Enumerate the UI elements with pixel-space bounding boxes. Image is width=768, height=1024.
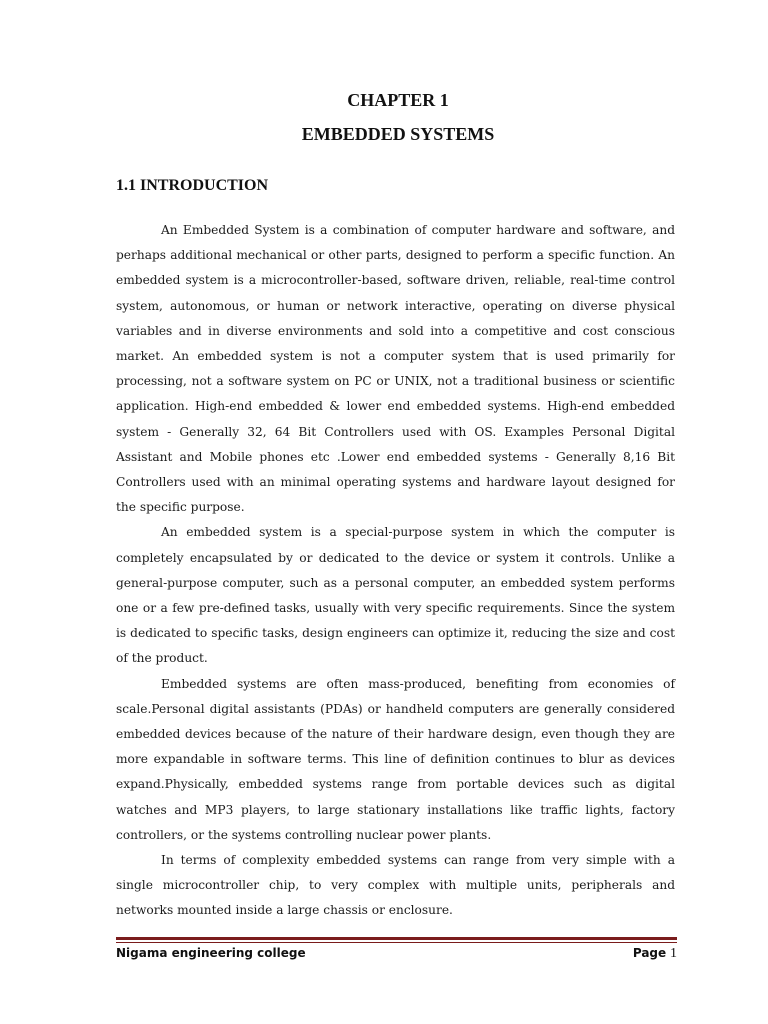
paragraph-1: An Embedded System is a combination of computer hardware and software, and perhaps additional mechanical or other parts, designed to perform a specific function. An embedded system is a microcontroller-based, software driven, reliable, real-time control system, autonomous, or human or network interactive, operating on diverse physical variables and in diverse environments and sold into a competitive and cost conscious market. An embedded system is not a computer system that is used primarily for processing, not a software system on PC or UNIX, not a traditional business or scientific application. High-end embedded & lower end embedded systems. High-end embedded system - Generally 32, 64 Bit Controllers used with OS. Examples Personal Digital Assistant and Mobile phones etc .Lower end embedded systems - Generally 8,16 Bit Controllers used with an minimal operating systems and hardware layout designed for the specific purpose. xyxy=(116,223,675,515)
footer-page-indicator xyxy=(633,946,677,962)
footer-page-number: 1 xyxy=(670,946,677,961)
footer-rule-thick xyxy=(116,937,677,940)
footer-college-name: Nigama engineering college xyxy=(116,946,306,960)
paragraph-3: Embedded systems are often mass-produced, benefiting from economies of scale.Personal digital assistants (PDAs) or handheld computers are generally considered embedded devices because of the nature of their hardware design, even though they are more expandable in software terms. This line of definition continues to blur as devices expand.Physically, embedded systems range from portable devices such as digital watches and MP3 players, to large stationary installations like traffic lights, factory controllers, or the systems controlling nuclear power plants. xyxy=(116,676,675,842)
chapter-title: EMBEDDED SYSTEMS xyxy=(301,124,495,144)
body-text xyxy=(116,218,675,924)
chapter-number: CHAPTER 1 xyxy=(347,90,449,110)
section-heading: 1.1 INTRODUCTION xyxy=(116,177,269,194)
paragraph-2: An embedded system is a special-purpose system in which the computer is completely encapsulated by or dedicated to the device or system it controls. Unlike a general-purpose computer, such as a personal computer, an embedded system performs one or a few pre-defined tasks, usually with very specific requirements. Since the system is dedicated to specific tasks, design engineers can optimize it, reducing the size and cost of the product. xyxy=(116,525,675,666)
footer-rule-thin xyxy=(116,942,677,943)
paragraph-4: In terms of complexity embedded systems can range from very simple with a single microcontroller chip, to very complex with multiple units, peripherals and networks mounted inside a large chassis or enclosure. xyxy=(116,853,675,918)
footer-page-label: Page xyxy=(632,946,667,960)
